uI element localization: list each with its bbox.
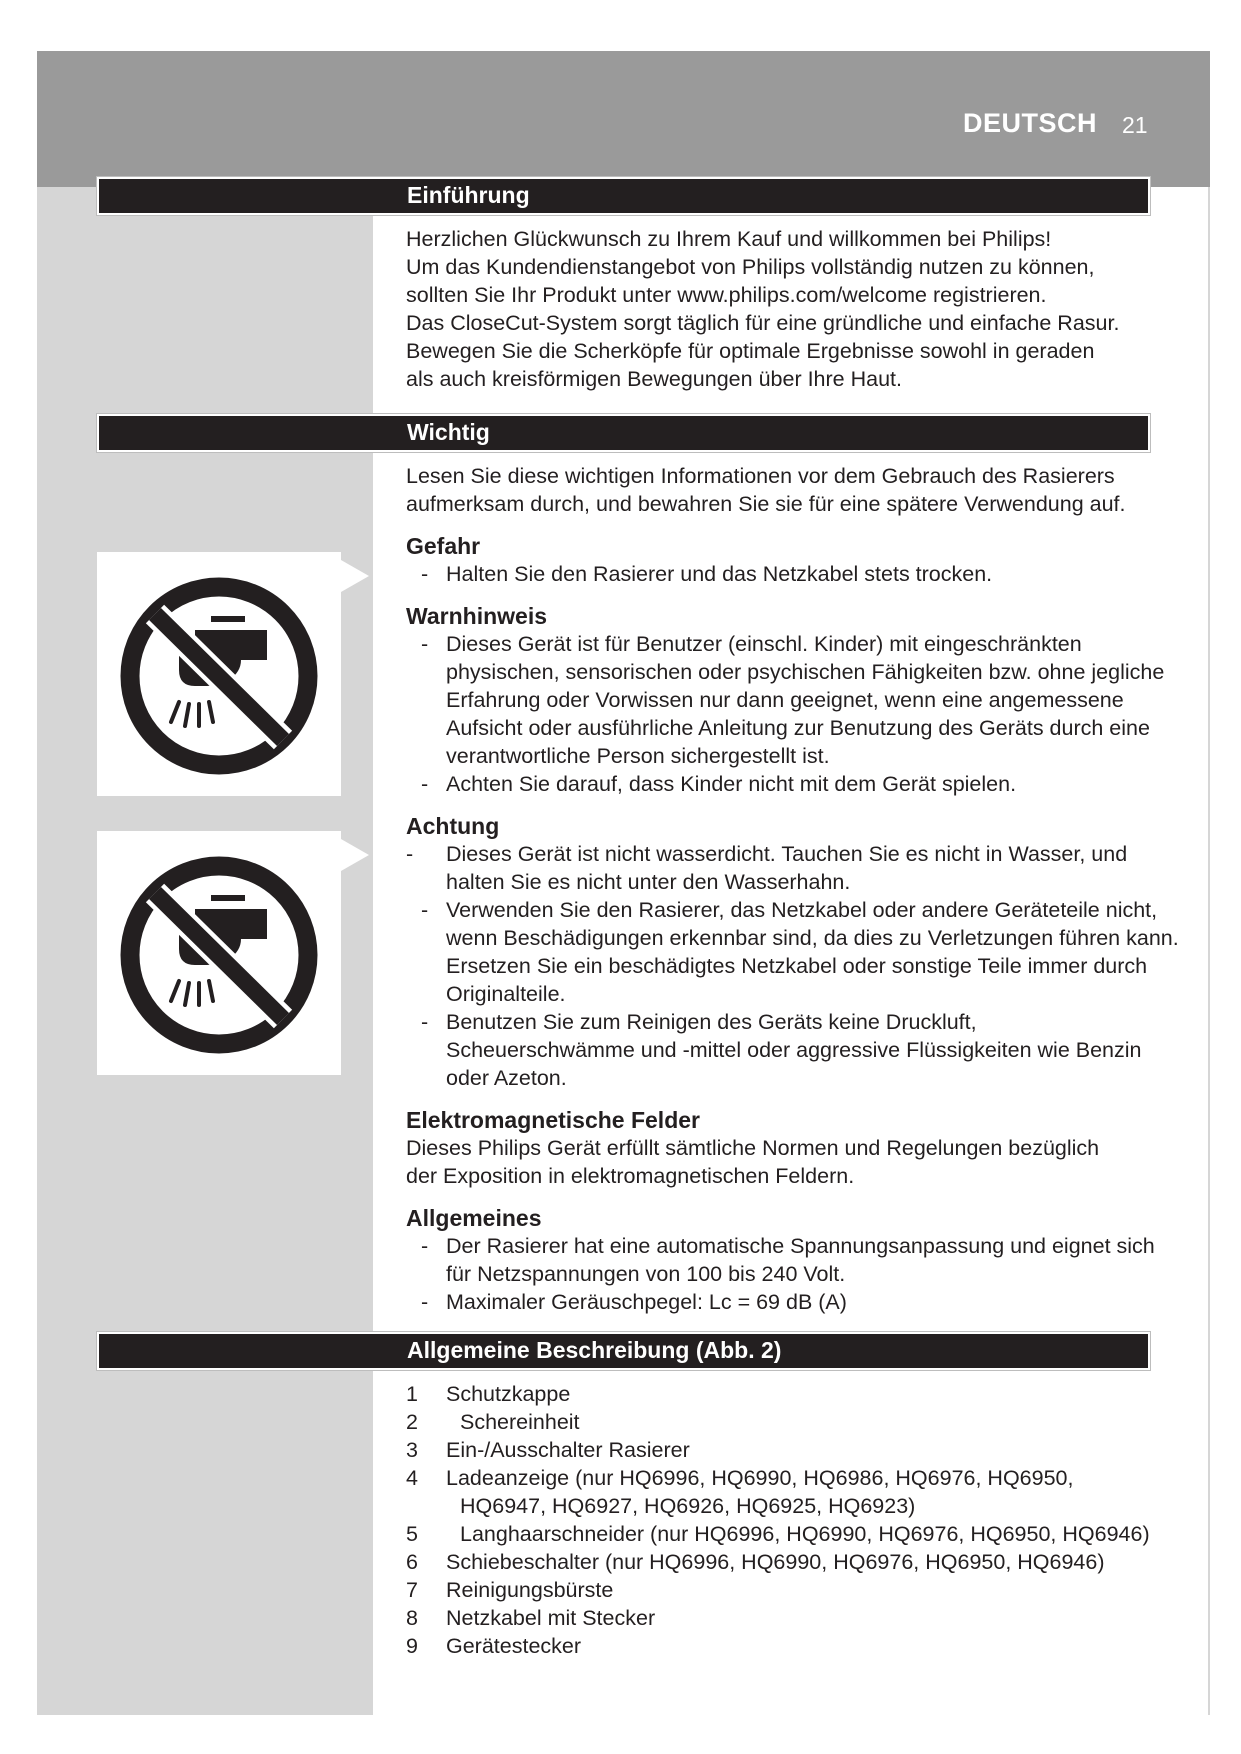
- section-title-important: Wichtig: [407, 419, 490, 445]
- list-item: 8 Netzkabel mit Stecker: [406, 1606, 656, 1630]
- right-edge-rule: [1208, 187, 1210, 1715]
- section-title-intro: Einführung: [407, 182, 530, 208]
- no-water-tap-icon: [97, 552, 341, 796]
- caution-heading: Achtung: [406, 813, 500, 839]
- intro-text: [406, 225, 1196, 393]
- list-item-continuation: HQ6947, HQ6927, HQ6926, HQ6925, HQ6923): [460, 1494, 916, 1518]
- section-title-description: Allgemeine Beschreibung (Abb. 2): [407, 1337, 782, 1363]
- general-item: - Maximaler Geräuschpegel: Lc = 69 dB (A): [421, 1290, 847, 1314]
- list-item: 2 Schereinheit: [406, 1410, 580, 1434]
- list-item: 4 Ladeanzeige (nur HQ6996, HQ6990, HQ6986, HQ6976, HQ6950,: [406, 1466, 1074, 1490]
- important-text: [406, 462, 1196, 1316]
- important-intro-line: aufmerksam durch, und bewahren Sie sie für eine spätere Verwendung auf.: [406, 492, 1126, 516]
- caution-item: - Benutzen Sie zum Reinigen des Geräts keine Druckluft, Scheuerschwämme und -mittel oder aggressive Flüssigkeiten wie Benzin oder Azeton.: [421, 1010, 1142, 1090]
- warning-item: - Achten Sie darauf, dass Kinder nicht mit dem Gerät spielen.: [421, 772, 1017, 796]
- header-language: DEUTSCH: [962, 108, 1097, 138]
- intro-line: Das CloseCut-System sorgt täglich für eine gründliche und einfache Rasur.: [406, 311, 1120, 335]
- section-bar-intro: [97, 177, 1150, 215]
- list-item: 6 Schiebeschalter (nur HQ6996, HQ6990, HQ6976, HQ6950, HQ6946): [406, 1550, 1105, 1574]
- section-bar-description: [97, 1332, 1150, 1370]
- list-item: 1 Schutzkappe: [406, 1382, 571, 1406]
- list-item: 3 Ein-/Ausschalter Rasierer: [406, 1438, 690, 1462]
- danger-heading: Gefahr: [406, 533, 481, 559]
- caution-item: - Dieses Gerät ist nicht wasserdicht. Tauchen Sie es nicht in Wasser, und halten Sie es nicht unter den Wasserhahn.: [406, 842, 1128, 894]
- emf-line: der Exposition in elektromagnetischen Feldern.: [406, 1164, 855, 1188]
- general-item: - Der Rasierer hat eine automatische Spannungsanpassung und eignet sich für Netzspannungen von 100 bis 240 Volt.: [421, 1234, 1155, 1286]
- warning-item: - Dieses Gerät ist für Benutzer (einschl. Kinder) mit eingeschränkten physischen, sensorischen oder psychischen Fähigkeiten bzw. ohne jegliche Erfahrung oder Vorwissen nur dann geeignet, wenn eine angemessene Aufsicht oder ausführliche Anleitung zur Benutzung des Geräts durch eine verantwortliche Person sichergestellt ist.: [421, 632, 1165, 768]
- general-heading: Allgemeines: [406, 1205, 542, 1231]
- page-number: 21: [1122, 112, 1148, 138]
- important-intro-line: Lesen Sie diese wichtigen Informationen vor dem Gebrauch des Rasierers: [406, 464, 1115, 488]
- emf-line: Dieses Philips Gerät erfüllt sämtliche Normen und Regelungen bezüglich: [406, 1136, 1100, 1160]
- warning-heading: Warnhinweis: [406, 603, 547, 629]
- emf-heading: Elektromagnetische Felder: [406, 1107, 700, 1133]
- list-item: 7 Reinigungsbürste: [406, 1578, 614, 1602]
- intro-line: Um das Kundendienstangebot von Philips vollständig nutzen zu können,: [406, 255, 1095, 279]
- danger-item: - Halten Sie den Rasierer und das Netzkabel stets trocken.: [421, 562, 993, 586]
- description-list: [406, 1380, 1206, 1660]
- intro-line: sollten Sie Ihr Produkt unter www.philips.com/welcome registrieren.: [406, 283, 1047, 307]
- list-item: 9 Gerätestecker: [406, 1634, 582, 1658]
- section-bar-important: [97, 414, 1150, 452]
- intro-line: als auch kreisförmigen Bewegungen über Ihre Haut.: [406, 367, 902, 391]
- intro-line: Bewegen Sie die Scherköpfe für optimale Ergebnisse sowohl in geraden: [406, 339, 1095, 363]
- list-item: 5 Langhaarschneider (nur HQ6996, HQ6990, HQ6976, HQ6950, HQ6946): [406, 1522, 1150, 1546]
- no-water-tap-icon: [97, 831, 341, 1075]
- caution-item: - Verwenden Sie den Rasierer, das Netzkabel oder andere Geräteteile nicht, wenn Beschädigungen erkennbar sind, da dies zu Verletzungen führen kann. Ersetzen Sie ein beschädigtes Netzkabel oder sonstige Teile immer durch Originalteile.: [421, 898, 1179, 1006]
- intro-line: Herzlichen Glückwunsch zu Ihrem Kauf und willkommen bei Philips!: [406, 227, 1052, 251]
